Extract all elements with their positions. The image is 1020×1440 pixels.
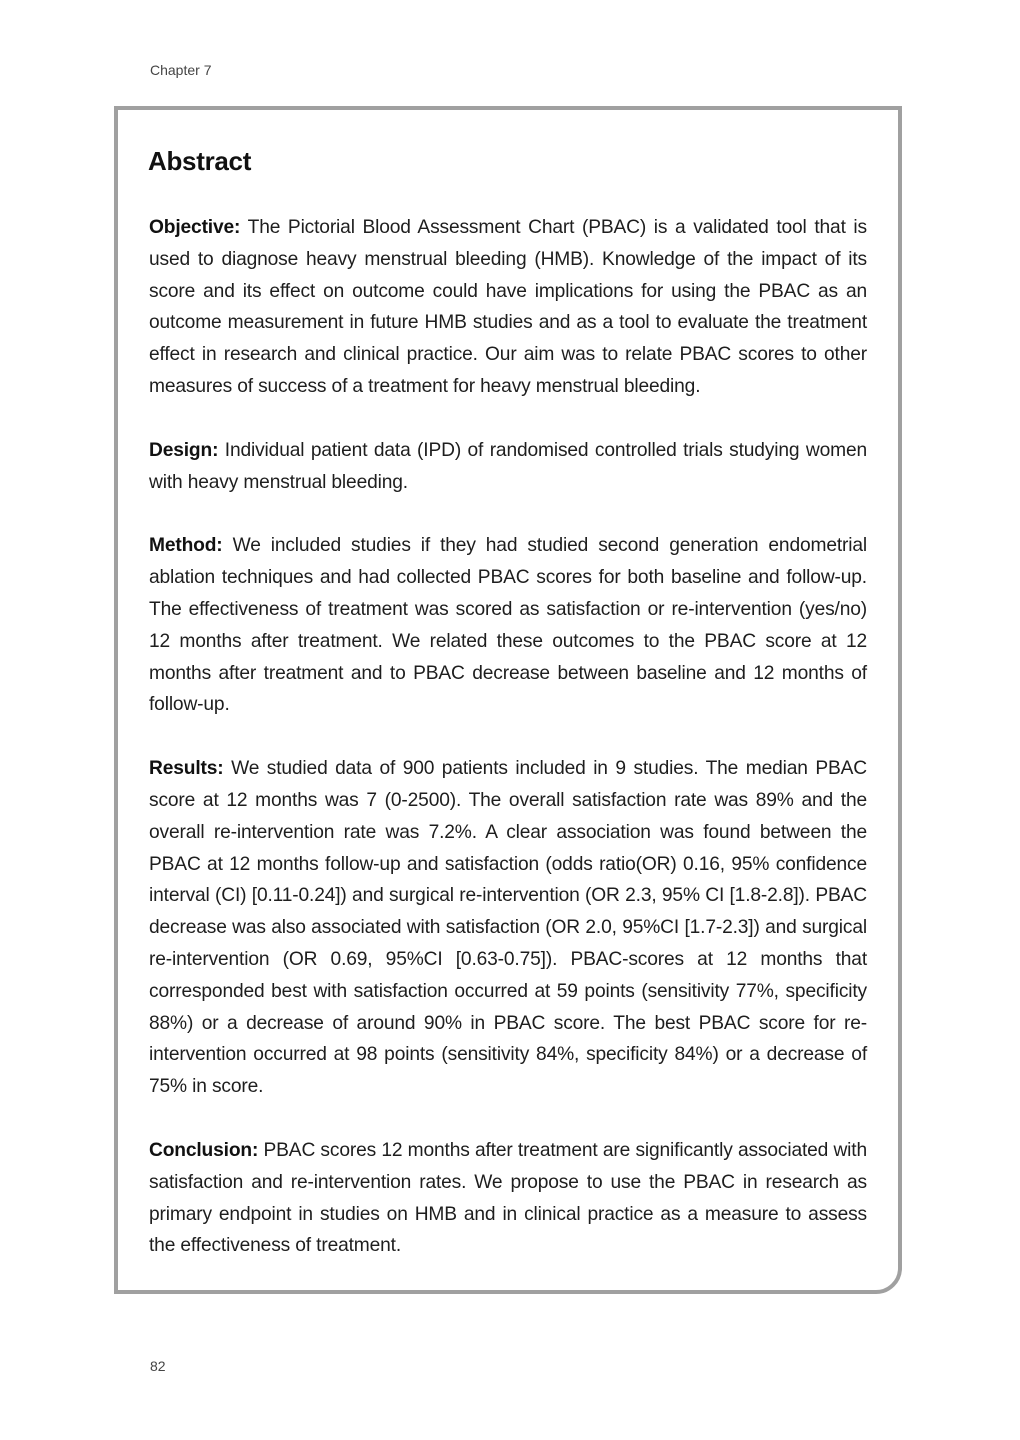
conclusion-section xyxy=(149,1135,867,1262)
section-label: Design: xyxy=(149,439,219,461)
objective-section xyxy=(149,212,867,403)
section-label: Conclusion: xyxy=(149,1139,259,1161)
section-text: The Pictorial Blood Assessment Chart (PBAC) is a validated tool that is used to diagnose heavy menstrual bleeding (HMB). Knowledge of the impact of its score and its effect on outcome could have implications for using the PBAC as an outcome measurement in future HMB studies and as a tool to evaluate the treatment effect in research and clinical practice. Our aim was to relate PBAC scores to other measures of success of a treatment for heavy menstrual bleeding. xyxy=(149,217,867,397)
design-section xyxy=(149,435,867,499)
page-number: 82 xyxy=(150,1358,166,1374)
section-text: We studied data of 900 patients included in 9 studies. The median PBAC score at 12 months was 7 (0-2500). The overall satisfaction rate was 89% and the overall re-intervention rate was 7.2%. A clear association was found between the PBAC at 12 months follow-up and satisfaction (odds ratio(OR) 0.16, 95% confidence interval (CI) [0.11-0.24]) and surgical re-intervention (OR 2.3, 95% CI [1.8-2.8]). PBAC decrease was also associated with satisfaction (OR 2.0, 95%CI [1.7-2.3]) and surgical re-intervention (OR 0.69, 95%CI [0.63-0.75]). PBAC-scores at 12 months that corresponded best with satisfaction occurred at 59 points (sensitivity 77%, specificity 88%) or a decrease of around 90% in PBAC score. The best PBAC score for re-intervention occurred at 98 points (sensitivity 84%, specificity 84%) or a decrease of 75% in score. xyxy=(149,758,867,1098)
running-header: Chapter 7 xyxy=(150,62,212,78)
section-text: Individual patient data (IPD) of randomised controlled trials studying women with heavy menstrual bleeding. xyxy=(149,439,867,493)
abstract-title: Abstract xyxy=(148,146,252,176)
section-text: We included studies if they had studied second generation endometrial ablation techniques and had collected PBAC scores for both baseline and follow-up. The effectiveness of treatment was scored as satisfaction or re-intervention (yes/no) 12 months after treatment. We related these outcomes to the PBAC score at 12 months after treatment and to PBAC decrease between baseline and 12 months of follow-up. xyxy=(149,535,868,716)
section-label: Results: xyxy=(149,758,224,780)
section-label: Method: xyxy=(149,535,223,557)
section-label: Objective: xyxy=(149,217,241,238)
method-section xyxy=(149,530,867,721)
abstract-content xyxy=(149,212,867,1294)
results-section xyxy=(149,753,867,1103)
section-text: PBAC scores 12 months after treatment are significantly associated with satisfaction and re-intervention rates. We propose to use the PBAC in research as primary endpoint in studies on HMB and in clinical practice as a measure to assess the effectiveness of treatment. xyxy=(149,1139,867,1257)
